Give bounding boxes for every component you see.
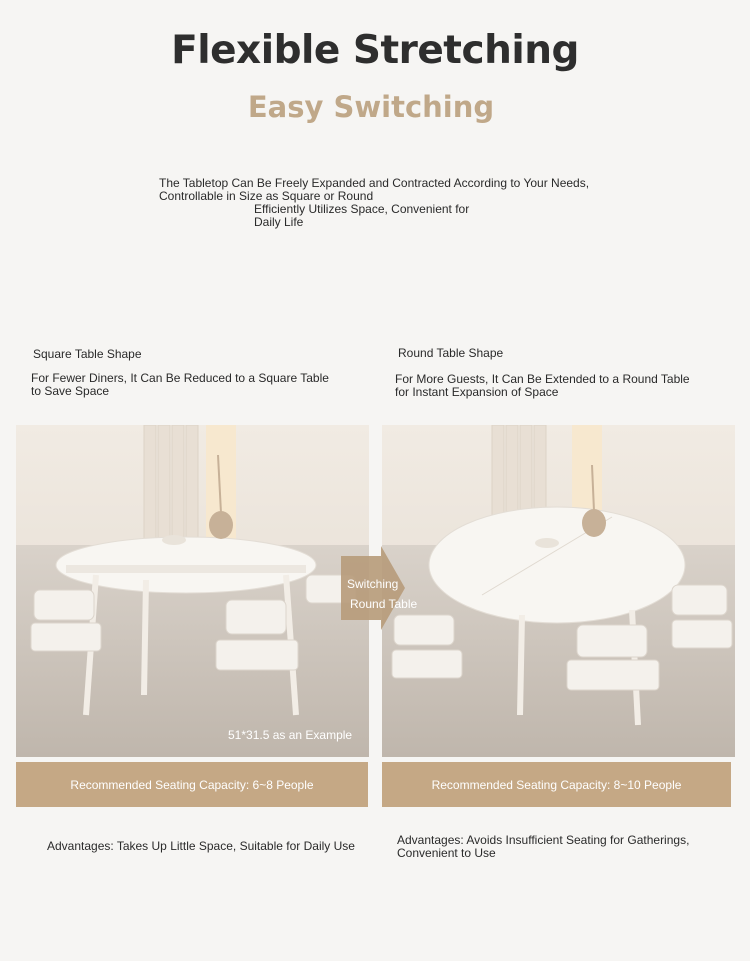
square-shape-description: For Fewer Diners, It Can Be Reduced to a Square Table to Save Space: [31, 371, 329, 398]
round-shape-title: Round Table Shape: [398, 346, 504, 360]
square-capacity-text: Recommended Seating Capacity: 6~8 People: [70, 777, 314, 792]
square-capacity-bar: [16, 762, 368, 807]
size-example-label: 51*31.5 as an Example: [228, 728, 353, 742]
round-shape-description: For More Guests, It Can Be Extended to a Round Table for Instant Expansion of Space: [395, 372, 690, 399]
square-shape-title: Square Table Shape: [33, 347, 142, 361]
page-subtitle: Easy Switching: [247, 90, 495, 124]
intro-line-2: Efficiently Utilizes Space, Convenient for Daily Life: [254, 202, 470, 229]
square-table-photo: [16, 425, 369, 757]
round-capacity-text: Recommended Seating Capacity: 8~10 People: [431, 777, 682, 792]
round-advantages: Advantages: Avoids Insufficient Seating for Gatherings, Convenient to Use: [397, 833, 690, 860]
page-title: Flexible Stretching: [171, 28, 579, 73]
round-table-photo: [382, 425, 735, 757]
intro-line-1: The Tabletop Can Be Freely Expanded and Contracted According to Your Needs, Controllable in Size as Square or Round: [159, 176, 590, 203]
switch-label-line-1: Switching: [347, 577, 399, 591]
square-advantages: Advantages: Takes Up Little Space, Suitable for Daily Use: [47, 839, 355, 853]
intro-text: [159, 177, 599, 229]
switch-label-line-2: Round Table: [350, 597, 418, 611]
round-capacity-bar: [382, 762, 731, 807]
